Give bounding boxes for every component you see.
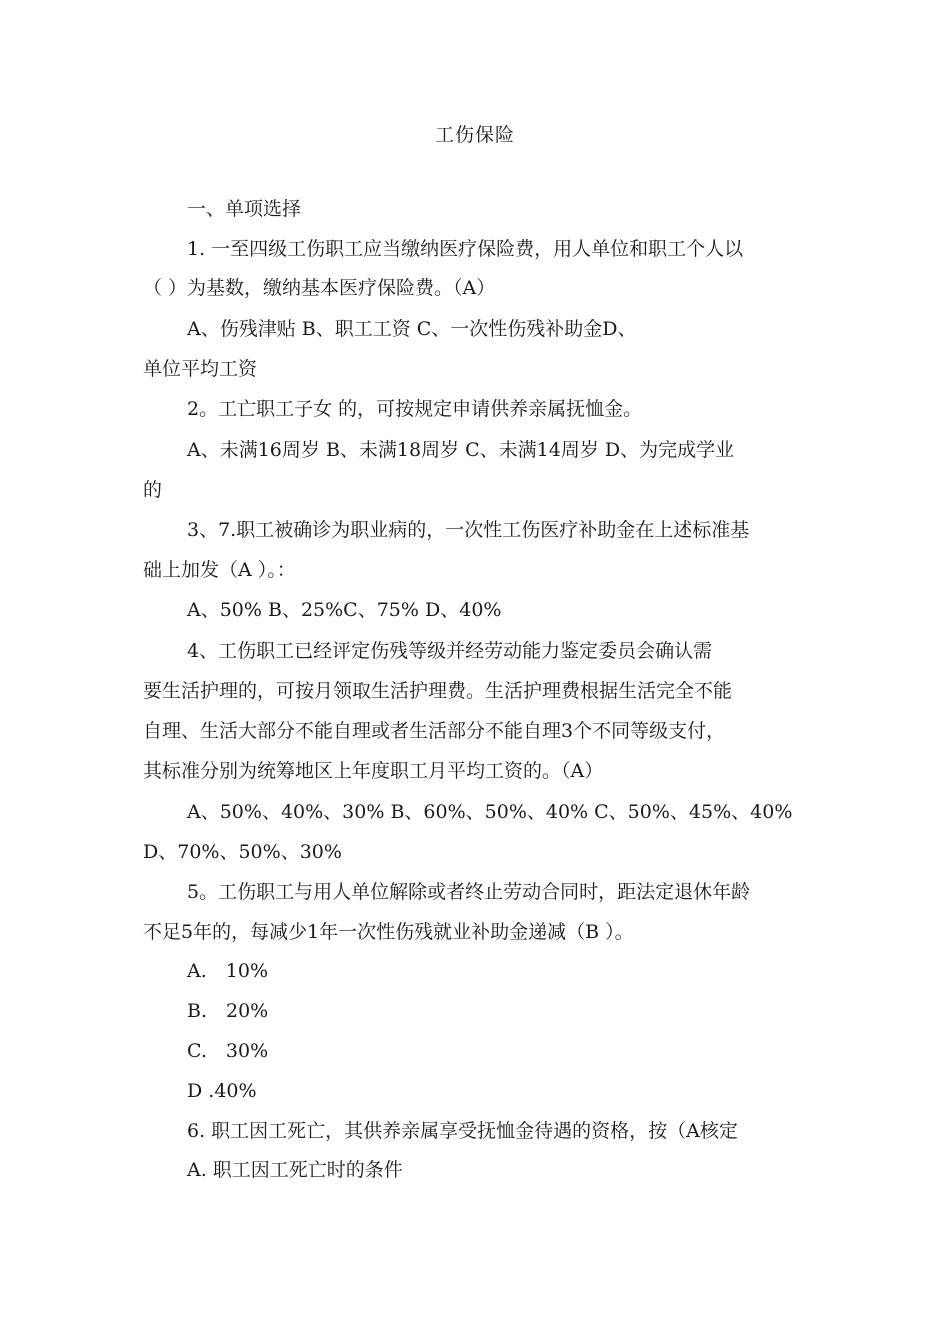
question-5-option-b: B. 20% — [187, 1000, 269, 1022]
question-2-options-cont: 的 — [143, 479, 163, 501]
question-4-options: A、50%、40%、30% B、60%、50%、40% C、50%、45%、40% — [187, 801, 793, 823]
question-5-line-2: 不足5年的，每减少1年一次性伤残就业补助金递减（B ）。 — [143, 921, 634, 943]
question-5-line-1: 5。工伤职工与用人单位解除或者终止劳动合同时，距法定退休年龄 — [187, 881, 751, 903]
question-3-line-2: 础上加发（A ）。： — [143, 559, 296, 581]
question-2: 2。工亡职工子女 的，可按规定申请供养亲属抚恤金。 — [187, 398, 643, 420]
question-4-line-4: 其标准分别为统筹地区上年度职工月平均工资的。（A） — [143, 760, 604, 782]
question-5-option-c: C. 30% — [187, 1040, 269, 1062]
page-title: 工伤保险 — [434, 124, 515, 146]
question-3-options: A、50% B、25%C、75% D、40% — [187, 599, 502, 621]
question-4-line-2: 要生活护理的，可按月领取生活护理费。生活护理费根据生活完全不能 — [143, 680, 733, 702]
question-1-options-cont: 单位平均工资 — [143, 358, 258, 380]
question-5-option-d: D .40% — [187, 1080, 257, 1102]
section-heading: 一、单项选择 — [187, 198, 302, 220]
question-5-option-a: A. 10% — [187, 960, 268, 982]
question-1-options: A、伤残津贴 B、职工工资 C、一次性伤残补助金D、 — [187, 318, 637, 340]
question-4-options-cont: D、70%、50%、30% — [143, 841, 342, 863]
question-1-line-2: （ ）为基数，缴纳基本医疗保险费。（A） — [143, 277, 496, 299]
question-3-line-1: 3、7.职工被确诊为职业病的，一次性工伤医疗补助金在上述标准基 — [187, 519, 750, 541]
question-1-line-1: 1. 一至四级工伤职工应当缴纳医疗保险费，用人单位和职工个人以 — [187, 238, 744, 260]
question-4-line-1: 4、工伤职工已经评定伤残等级并经劳动能力鉴定委员会确认需 — [187, 640, 713, 662]
question-6-option-a: A. 职工因工死亡时的条件 — [187, 1159, 403, 1181]
question-2-options: A、未满16周岁 B、未满18周岁 C、未满14周岁 D、为完成学业 — [187, 439, 735, 461]
question-6: 6. 职工因工死亡，其供养亲属享受抚恤金待遇的资格，按（A核定 — [187, 1120, 738, 1142]
question-4-line-3: 自理、生活大部分不能自理或者生活部分不能自理3个不同等级支付， — [143, 720, 726, 742]
